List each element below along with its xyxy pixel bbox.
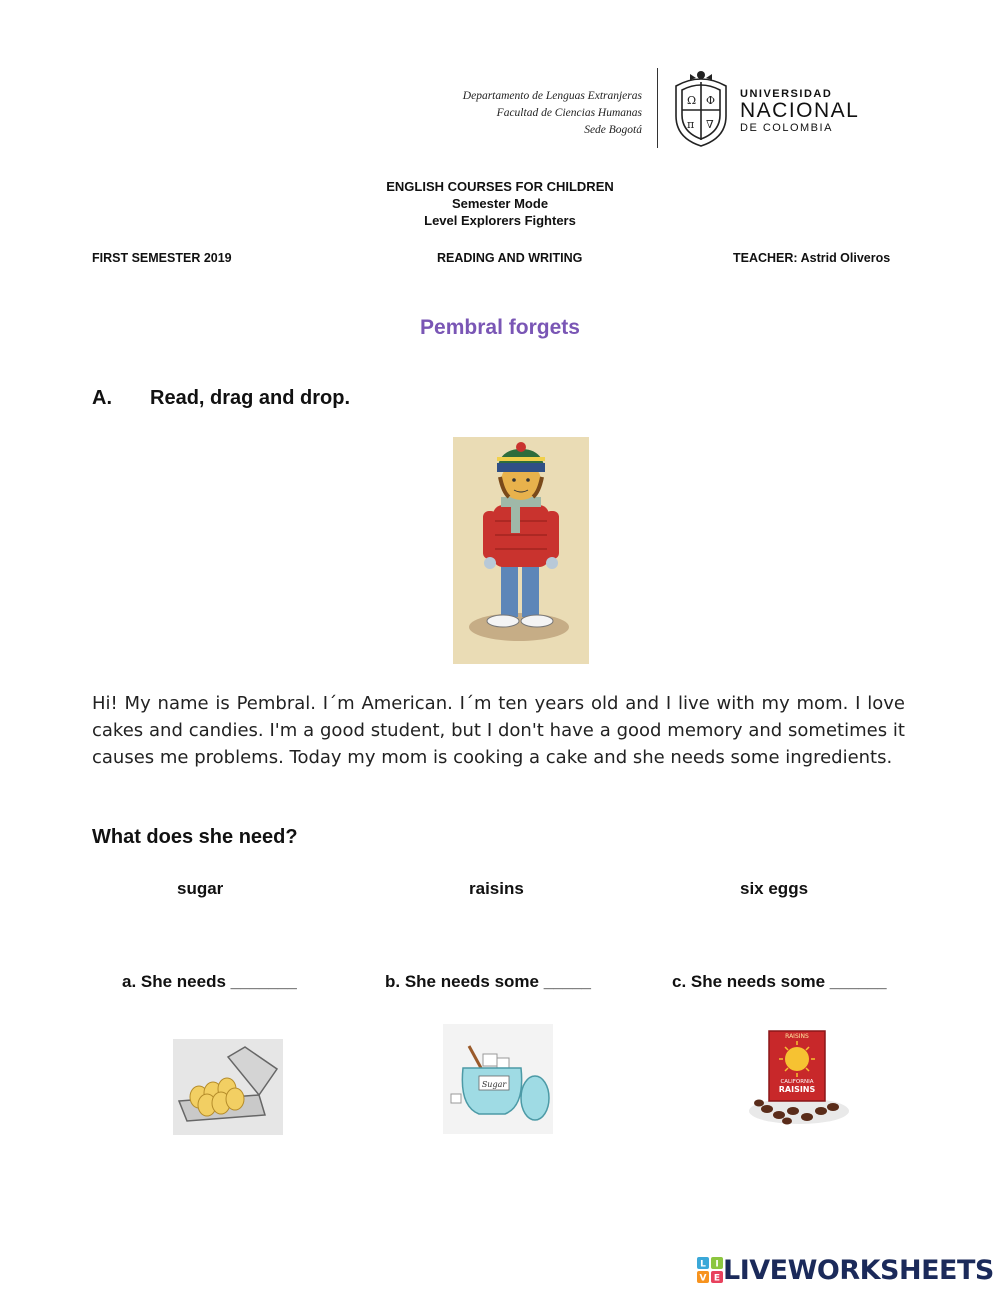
worksheet-title: Pembral forgets — [420, 316, 580, 339]
department-line: Departamento de Lenguas Extranjeras — [462, 90, 642, 102]
campus-line: Sede Bogotá — [584, 124, 642, 136]
faculty-line: Facultad de Ciencias Humanas — [496, 107, 642, 119]
badge-letter-e: E — [713, 1273, 721, 1283]
liveworksheets-badge-icon — [697, 1257, 723, 1283]
liveworksheets-logo — [697, 1254, 994, 1286]
question-heading: What does she need? — [92, 826, 298, 848]
section-letter: A. — [92, 387, 112, 409]
raisins-box-illustration — [745, 1025, 853, 1129]
raisins-box-top-text: RAISINS — [785, 1033, 809, 1040]
egg-carton-illustration — [173, 1039, 283, 1135]
sentence-b[interactable]: b. She needs some _____ — [385, 972, 591, 991]
department-info — [382, 88, 642, 139]
badge-letter-v: V — [699, 1273, 707, 1283]
teacher-label: TEACHER: Astrid Oliveros — [733, 251, 891, 265]
university-seal-icon — [668, 68, 734, 148]
drag-word-six-eggs[interactable]: six eggs — [740, 879, 809, 898]
svg-text:Φ: Φ — [706, 94, 716, 107]
sentence-a[interactable]: a. She needs _______ — [122, 972, 297, 991]
drag-word-sugar[interactable]: sugar — [177, 879, 224, 898]
section-instruction: Read, drag and drop. — [150, 387, 351, 409]
raisins-box-line-2: RAISINS — [778, 1085, 816, 1094]
svg-text:∇: ∇ — [706, 118, 714, 131]
svg-text:Ω: Ω — [687, 94, 697, 107]
svg-text:π: π — [687, 118, 695, 131]
header-divider — [657, 68, 658, 148]
university-line-3: DE COLOMBIA — [740, 122, 833, 134]
sugar-bowl-illustration — [443, 1024, 553, 1134]
course-title: ENGLISH COURSES FOR CHILDREN — [386, 179, 614, 194]
story-paragraph: Hi! My name is Pembral. I´m American. I´m ten years old and I live with my mom. I love cakes and candies. I'm a good student, but I don't have a good memory and sometimes it causes me problems. Today my mom is cooking a cake and she needs some ingredients. — [92, 693, 905, 768]
boy-illustration — [453, 437, 589, 664]
sentence-c[interactable]: c. She needs some ______ — [672, 972, 887, 991]
course-mode: Semester Mode — [451, 196, 549, 211]
badge-letter-l: L — [700, 1259, 706, 1270]
sugar-label-text: Sugar — [481, 1080, 507, 1089]
university-line-1: UNIVERSIDAD — [740, 88, 833, 100]
course-heading — [0, 178, 1000, 229]
semester-label: FIRST SEMESTER 2019 — [92, 251, 232, 265]
course-level: Level Explorers Fighters — [424, 213, 576, 228]
skill-label: READING AND WRITING — [437, 251, 583, 265]
badge-letter-i: I — [715, 1259, 719, 1270]
section-heading — [92, 387, 350, 410]
raisins-box-line-1: CALIFORNIA — [780, 1079, 814, 1085]
university-line-2: NACIONAL — [740, 99, 860, 122]
drag-word-raisins[interactable]: raisins — [469, 879, 524, 898]
university-name — [740, 88, 859, 134]
liveworksheets-brand: LIVEWORKSHEETS — [723, 1254, 994, 1286]
